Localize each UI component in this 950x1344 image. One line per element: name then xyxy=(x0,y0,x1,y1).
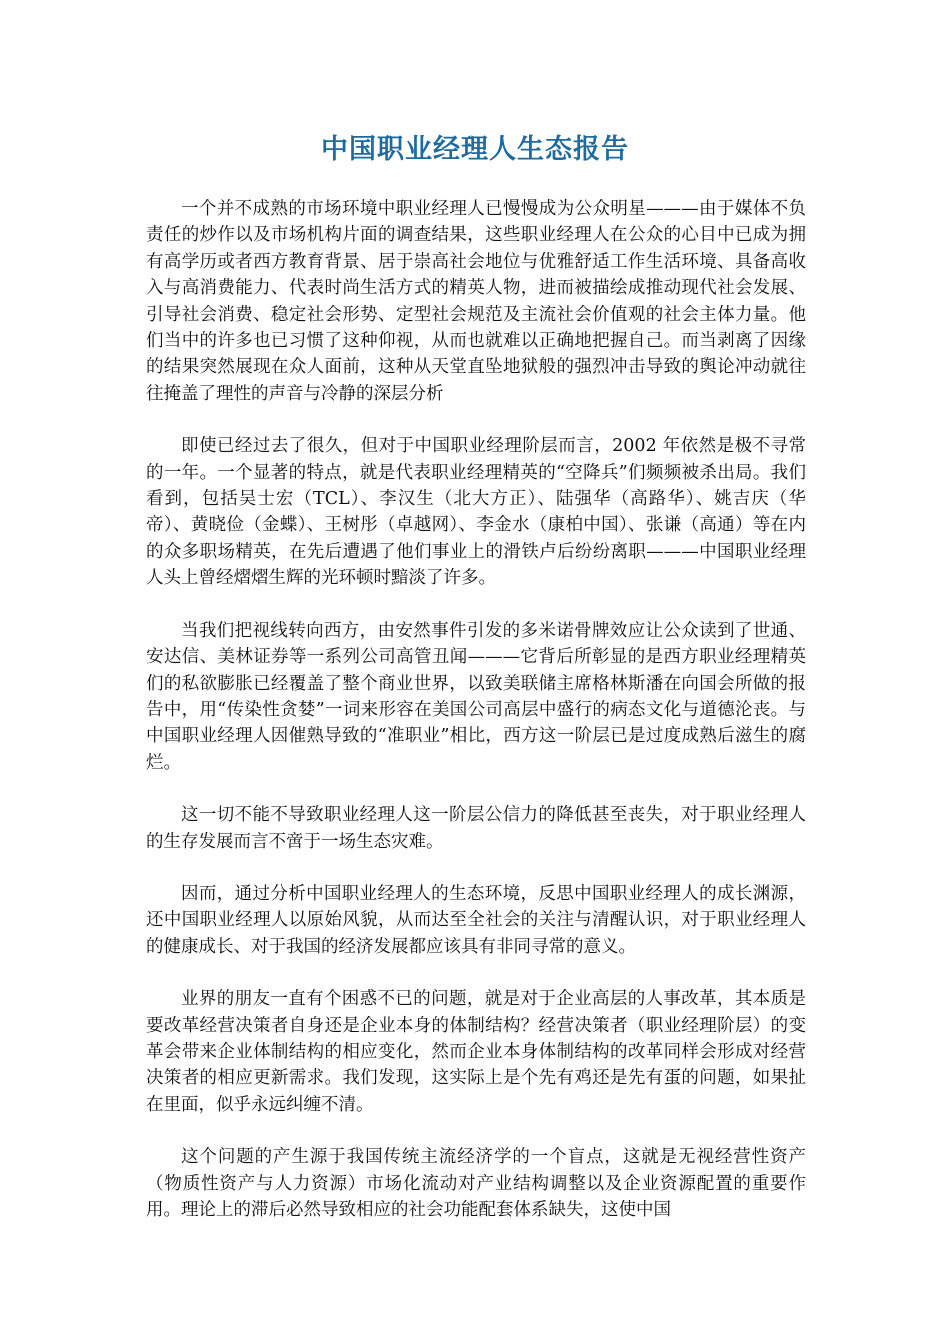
paragraph-5: 因而，通过分析中国职业经理人的生态环境，反思中国职业经理人的成长渊源，还中国职业经理人以原始风貌，从而达至全社会的关注与清醒认识，对于职业经理人的健康成长、对于我国的经济发展都应该具有非同寻常的意义。 xyxy=(146,883,806,957)
document-body xyxy=(146,196,806,1249)
paragraph-2: 即使已经过去了很久，但对于中国职业经理阶层而言，2002 年依然是极不寻常的一年。一个显著的特点，就是代表职业经理精英的“空降兵”们频频被杀出局。我们看到，包括吴士宏（TCL）、李汉生（北大方正）、陆强华（高路华）、姚吉庆（华帝）、黄晓俭（金蝶）、王树彤（卓越网）、李金水（康柏中国）、张谦（高通）等在内的众多职场精英，在先后遭遇了他们事业上的滑铁卢后纷纷离职———中国职业经理人头上曾经熠熠生辉的光环顿时黯淡了许多。 xyxy=(146,436,806,589)
paragraph-6: 业界的朋友一直有个困惑不已的问题，就是对于企业高层的人事改革，其本质是要改革经营决策者自身还是企业本身的体制结构？经营决策者（职业经理阶层）的变革会带来企业体制结构的相应变化，然而企业本身体制结构的改革同样会形成对经营决策者的相应更新需求。我们发现，这实际上是个先有鸡还是先有蛋的问题，如果扯在里面，似乎永远纠缠不清。 xyxy=(146,989,806,1115)
paragraph-3: 当我们把视线转向西方，由安然事件引发的多米诺骨牌效应让公众读到了世通、安达信、美林证券等一系列公司高管丑闻———它背后所彰显的是西方职业经理精英们的私欲膨胀已经覆盖了整个商业世界，以致美联储主席格林斯潘在向国会所做的报告中，用“传染性贪婪”一词来形容在美国公司高层中盛行的病态文化与道德沦丧。与中国职业经理人因催熟导致的“准职业”相比，西方这一阶层已是过度成熟后滋生的腐烂。 xyxy=(146,620,806,773)
paragraph-7: 这个问题的产生源于我国传统主流经济学的一个盲点，这就是无视经营性资产（物质性资产与人力资源）市场化流动对产业结构调整以及企业资源配置的重要作用。理论上的滞后必然导致相应的社会功能配套体系缺失，这使中国 xyxy=(146,1147,806,1220)
paragraph-4: 这一切不能不导致职业经理人这一阶层公信力的降低甚至丧失，对于职业经理人的生存发展而言不啻于一场生态灾难。 xyxy=(146,805,806,852)
paragraph-1: 一个并不成熟的市场环境中职业经理人已慢慢成为公众明星———由于媒体不负责任的炒作以及市场机构片面的调查结果，这些职业经理人在公众的心目中已成为拥有高学历或者西方教育背景、居于崇高社会地位与优雅舒适工作生活环境、具备高收入与高消费能力、代表时尚生活方式的精英人物，进而被描绘成推动现代社会发展、引导社会消费、稳定社会形势、定型社会规范及主流社会价值观的社会主体力量。他们当中的许多也已习惯了这种仰视，从而也就难以正确地把握自己。而当剥离了因缘的结果突然展现在众人面前，这种从天堂直坠地狱般的强烈冲击导致的舆论冲动就往往掩盖了理性的声音与冷静的深层分析 xyxy=(146,199,806,404)
document-title: 中国职业经理人生态报告 xyxy=(321,134,629,165)
